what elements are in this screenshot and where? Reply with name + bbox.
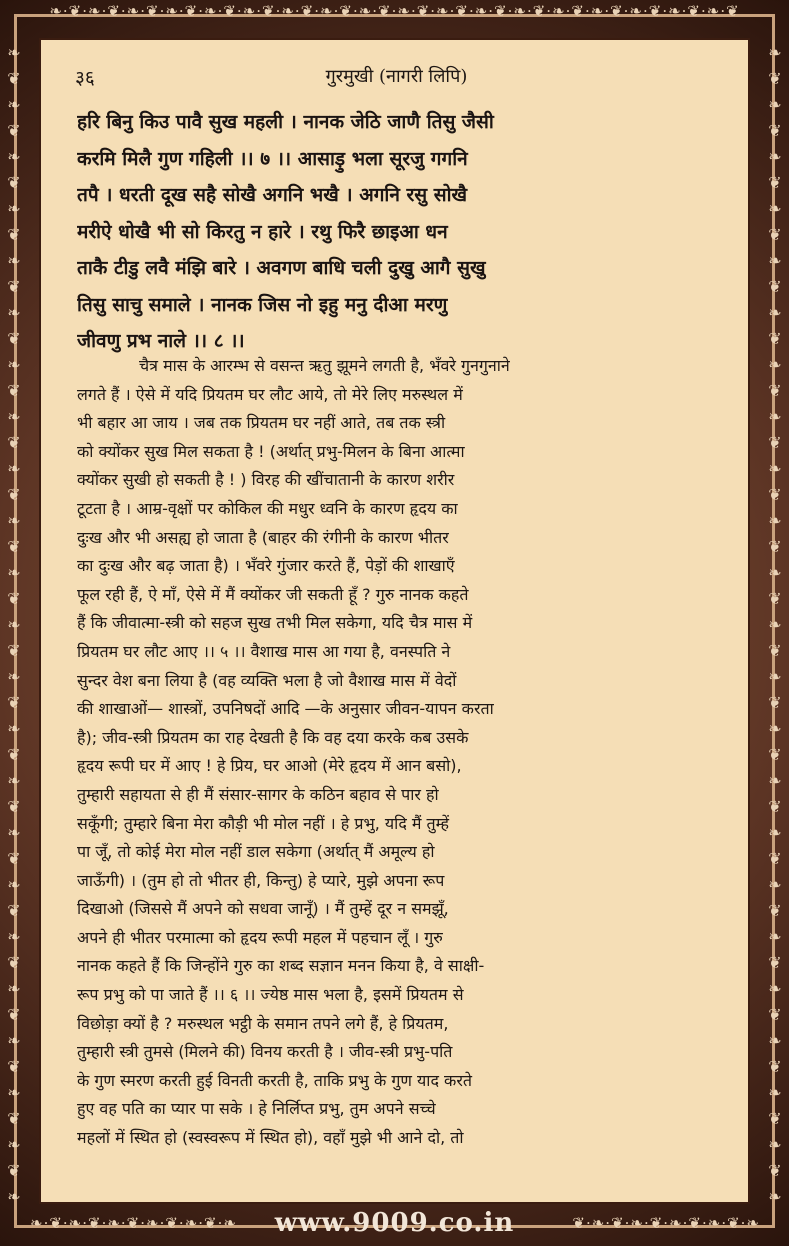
left-ornament-column: ❧ ❦ ❧ ❦ ❧ ❦ ❧ ❦ ❧ ❦ ❧ ❦ ❧ ❦ ❧ ❦ ❧ ❦ ❧ ❦ ❧ ❦ ❧ ❦ ❧ ❦ ❧ ❦ ❧ ❦ ❧ ❦ ❧ ❦ ❧ ❦ ❧ ❦ ❧ ❦ ❧ ❦ ❧ ❦ ❧ [7,43,21,1200]
prose-line: रूप प्रभु को पा जाते हैं ।। ६ ।। ज्येष्ठ मास भला है, इसमें प्रियतम से [77,985,464,1005]
prose-line: सकूँगी; तुम्हारे बिना मेरा कौड़ी भी मोल नहीं । हे प्रभु, यदि मैं तुम्हें [77,813,450,833]
prose-line: लगते हैं । ऐसे में यदि प्रियतम घर लौट आये, तो मेरे लिए मरुस्थल में [77,384,463,404]
prose-line: फूल रही हैं, ऐ माँ, ऐसे में मैं क्योंकर जी सकती हूँ ? गुरु नानक कहते [77,584,469,604]
prose-line: तुम्हारी स्त्री तुमसे (मिलने की) विनय करती है । जीव-स्त्री प्रभु-पति [77,1042,453,1062]
page-header [41,64,750,92]
prose-line: दिखाओ (जिससे मैं अपने को सधवा जानूँ) । मैं तुम्हें दूर न समझूँ, [77,899,449,919]
prose-line: की शाखाओं— शास्त्रों, उपनिषदों आदि —के अनुसार जीवन-यापन करता [77,699,494,719]
prose-line: के गुण स्मरण करती हुई विनती करती है, ताकि प्रभु के गुण याद करते [77,1070,472,1090]
top-ornament-row: ❧·❦·❧·❦·❧·❦·❧·❦·❧·❦·❧·❦·❧·❦·❧·❦·❧·❦·❧·❦·❧·❦·❧·❦·❧·❦·❧·❦·❧·❦·❧·❦·❧·❦·❧·❦ [49,2,740,20]
right-ornament-column: ❧ ❦ ❧ ❦ ❧ ❦ ❧ ❦ ❧ ❦ ❧ ❦ ❧ ❦ ❧ ❦ ❧ ❦ ❧ ❦ ❧ ❦ ❧ ❦ ❧ ❦ ❧ ❦ ❧ ❦ ❧ ❦ ❧ ❦ ❧ ❦ ❧ ❦ ❧ ❦ ❧ ❦ ❧ ❦ ❧ [768,43,782,1200]
prose-line: पा जूँ, तो कोई मेरा मोल नहीं डाल सकेगा (अर्थात् मैं अमूल्य हो [77,842,435,862]
bottom-left-ornament-row: ❧·❦·❧·❦·❧·❦·❧·❦·❧·❦·❧ [30,1214,237,1232]
verse-block [77,104,727,360]
prose-line: विछोड़ा क्यों है ? मरुस्थल भट्ठी के समान तपने लगे हैं, हे प्रियतम, [77,1013,449,1033]
prose-line: प्रियतम घर लौट आए ।। ५ ।। वैशाख मास आ गया है, वनस्पति ने [77,641,451,661]
running-title: गुरमुखी (नागरी लिपि) [325,66,468,87]
prose-line: चैत्र मास के आरम्भ से वसन्त ऋतु झूमने लगती है, भँवरे गुनगुनाने [139,356,510,375]
bottom-right-ornament-row: ❦·❧·❦·❧·❦·❧·❦·❧·❦·❧ [572,1214,760,1232]
prose-line: दुःख और भी असह्य हो जाता है (बाहर की रंगीनी के कारण भीतर [77,527,449,547]
verse-line: तिसु साचु समाले । नानक जिस नो इहु मनु दीआ मरणु [77,293,448,316]
verse-line: जीवणु प्रभ नाले ।। ८ ।। [77,330,245,352]
prose-line: महलों में स्थित हो (स्वस्वरूप में स्थित हो), वहाँ मुझे भी आने दो, तो [77,1128,464,1148]
prose-line: तुम्हारी सहायता से ही मैं संसार-सागर के कठिन बहाव से पार हो [77,784,439,804]
prose-line: हैं कि जीवात्मा-स्त्री को सहज सुख तभी मिल सकेगा, यदि चैत्र मास में [77,613,473,633]
verse-line: तपै । धरती दूख सहै सोखै अगनि भखै । अगनि रसु सोखै [77,184,468,206]
verse-line: हरि बिनु किउ पावै सुख महली । नानक जेठि जाणै तिसु जैसी [77,111,494,133]
prose-line: जाऊँगी) । (तुम हो तो भीतर ही, किन्तु) हे प्यारे, मुझे अपना रूप [77,870,445,890]
prose-line: भी बहार आ जाय । जब तक प्रियतम घर नहीं आते, तब तक स्त्री [77,413,446,433]
book-page [39,38,750,1204]
verse-line: मरीऐ धोखै भी सो किरतु न हारे । रथु फिरै छाइआ धन [77,220,448,243]
website-watermark: www.9009.co.in [274,1208,515,1238]
page-number: ३६ [75,67,95,89]
prose-line: सुन्दर वेश बना लिया है (वह व्यक्ति भला है जो वैशाख मास में वेदों [77,670,457,690]
prose-line: को क्योंकर सुख मिल सकता है ! (अर्थात् प्रभु-मिलन के बिना आत्मा [77,441,465,461]
prose-line: टूटता है । आम्र-वृक्षों पर कोकिल की मधुर ध्वनि के कारण हृदय का [77,498,458,518]
prose-line: क्योंकर सुखी हो सकती है ! ) विरह की खींचातानी के कारण शरीर [77,470,455,490]
prose-line: हुए वह पति का प्यार पा सके । हे निर्लिप्त प्रभु, तुम अपने सच्चे [77,1099,436,1119]
prose-line: हृदय रूपी घर में आए ! हे प्रिय, घर आओ (मेरे हृदय में आन बसो), [77,756,462,776]
translation-paragraph [77,352,727,1153]
prose-line: नानक कहते हैं कि जिन्होंने गुरु का शब्द सज्ञान मनन किया है, वे साक्षी- [77,956,485,976]
prose-line: का दुःख और बढ़ जाता है) । भँवरे गुंजार करते हैं, पेड़ों की शाखाएँ [77,556,455,576]
verse-line: ताकै टीडु लवै मंझि बारे । अवगण बाधि चली दुखु आगै सुखु [77,257,486,279]
prose-line: अपने ही भीतर परमात्मा को हृदय रूपी महल में पहचान लूँ । गुरु [77,927,443,947]
prose-line: है); जीव-स्त्री प्रियतम का राह देखती है कि वह दया करके कब उसके [77,727,469,747]
verse-line: करमि मिलै गुण गहिली ।। ७ ।। आसाड़ु भला सूरजु गगनि [77,147,468,170]
